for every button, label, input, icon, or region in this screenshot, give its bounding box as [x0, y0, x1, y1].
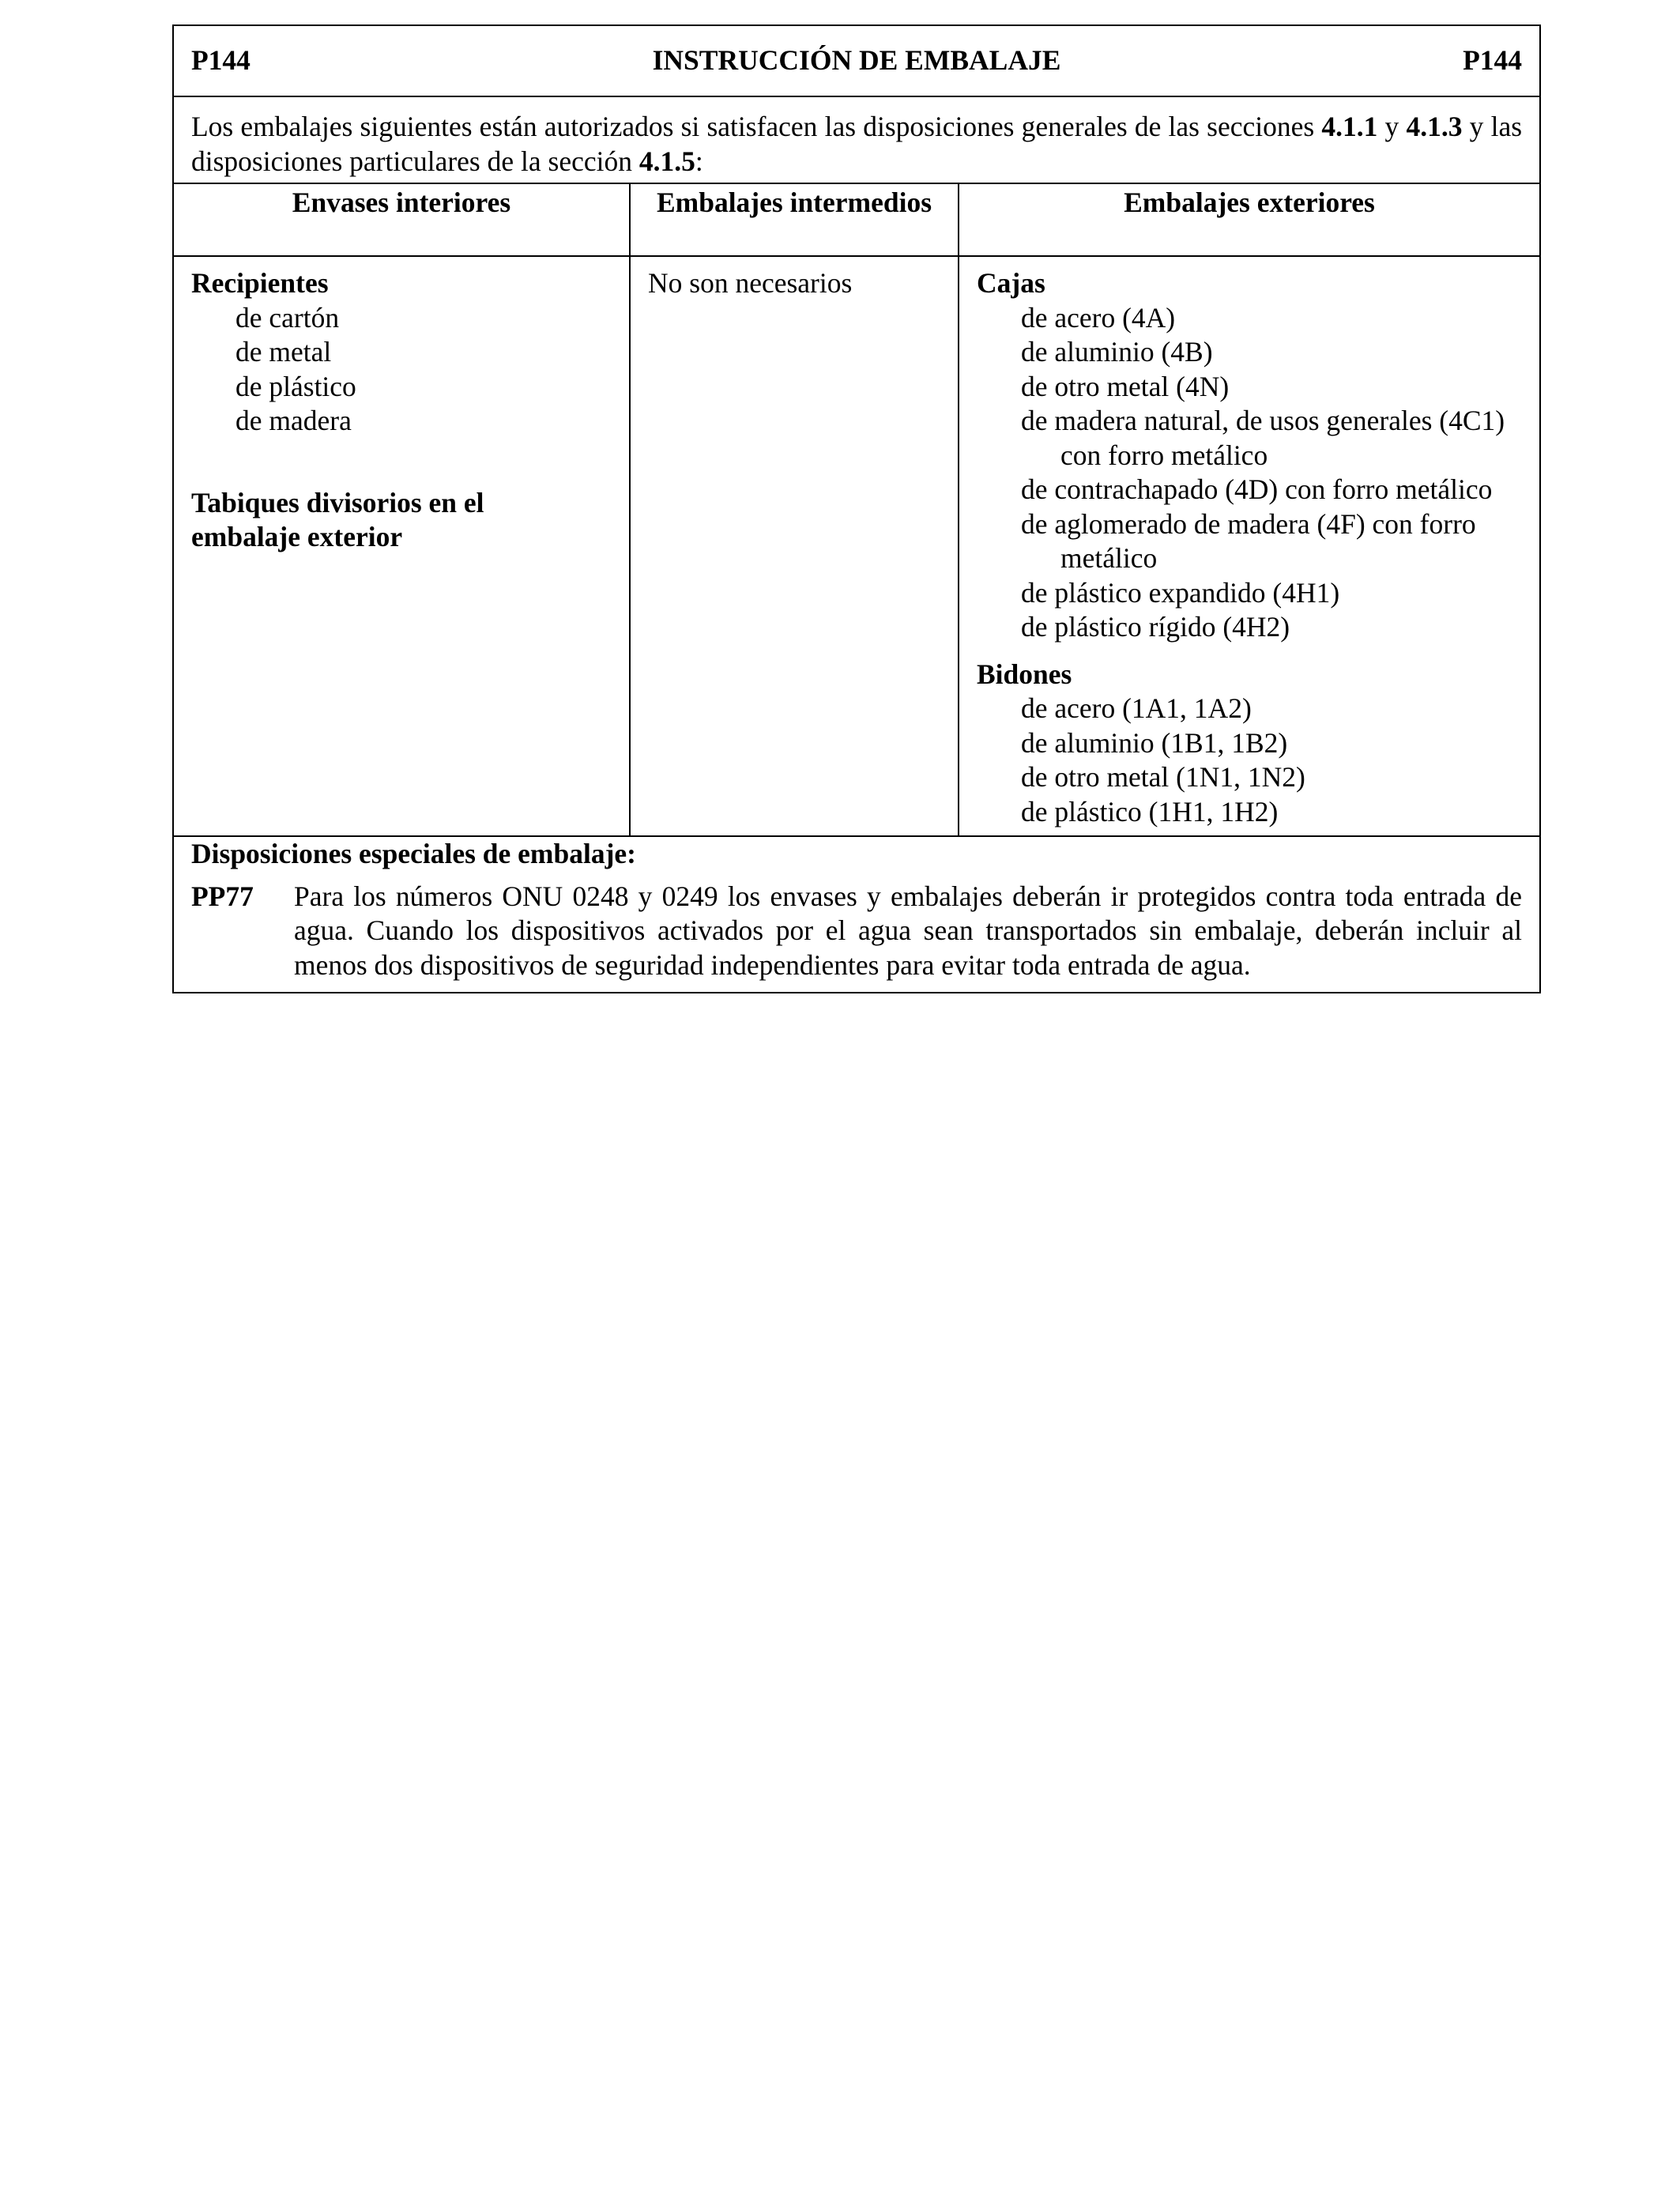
provision-text: Para los números ONU 0248 y 0249 los envases y embalajes deberán ir protegidos contra toda entrada de agua. Cuando los dispositivos activados por el agua sean transportados sin embalaje, deberán incluir al menos dos dispositivos de seguridad independientes para evitar toda entrada de agua. [294, 880, 1522, 981]
special-provisions-title: Disposiciones especiales de embalaje: [191, 838, 637, 869]
list-item: de otro metal (4N) [1021, 370, 1230, 402]
list-item-continuation: metálico [1060, 542, 1158, 574]
column-contents [174, 257, 1539, 837]
list-item: de acero (1A1, 1A2) [1021, 692, 1252, 724]
boxes-title: Cajas [977, 267, 1045, 299]
list-item: de acero (4A) [1021, 301, 1176, 334]
dividers-title-line1: Tabiques divisorios en el [191, 486, 484, 518]
column-header-intermediate: Embalajes intermedios [631, 184, 959, 255]
intermediate-text: No son necesarios [648, 267, 853, 299]
list-item: de aluminio (1B1, 1B2) [1021, 726, 1288, 759]
list-item: de madera [235, 405, 352, 436]
inner-group-title: Recipientes [191, 267, 329, 299]
intro-text: Los embalajes siguientes están autorizados si satisfacen las disposiciones generales de las secciones [191, 111, 1322, 142]
instruction-code-right: P144 [1463, 44, 1522, 76]
intro-text: y [1377, 111, 1407, 142]
list-item: de aglomerado de madera (4F) con forro [1021, 507, 1476, 540]
list-item: de aluminio (4B) [1021, 336, 1213, 368]
column-header-outer: Embalajes exteriores [1124, 187, 1375, 218]
provision-pp77 [191, 880, 1522, 983]
list-item: de plástico rígido (4H2) [1021, 611, 1290, 643]
list-item: de otro metal (1N1, 1N2) [1021, 761, 1305, 793]
drums-title: Bidones [977, 658, 1072, 690]
list-item: de madera natural, de usos generales (4C1) [1021, 405, 1505, 436]
inner-packagings-cell [174, 257, 631, 835]
column-headers [174, 184, 1539, 257]
list-item: de contrachapado (4D) con forro metálico [1021, 473, 1493, 505]
provision-code: PP77 [191, 880, 254, 912]
intro-text: : [695, 145, 703, 177]
section-ref: 4.1.1 [1321, 111, 1378, 142]
table-header [174, 26, 1539, 97]
intermediate-packagings-cell [631, 257, 959, 835]
list-item: de metal [235, 336, 332, 368]
list-item: de cartón [235, 301, 340, 334]
instruction-code-left: P144 [191, 44, 250, 76]
list-item: de plástico expandido (4H1) [1021, 576, 1340, 609]
section-ref: 4.1.5 [638, 145, 695, 177]
packing-instruction-table [172, 25, 1541, 993]
intro-paragraph [174, 97, 1539, 184]
column-header-inner: Envases interiores [174, 184, 631, 255]
list-item: de plástico (1H1, 1H2) [1021, 795, 1279, 827]
list-item-continuation: con forro metálico [1060, 439, 1268, 471]
dividers-title-line2: embalaje exterior [191, 521, 403, 552]
instruction-title: INSTRUCCIÓN DE EMBALAJE [652, 44, 1061, 76]
spacer [977, 645, 1539, 658]
special-provisions [174, 837, 1539, 992]
spacer [191, 439, 629, 486]
list-item: de plástico [235, 370, 356, 402]
section-ref: 4.1.3 [1406, 111, 1463, 142]
outer-packagings-cell [959, 257, 1539, 835]
intro-text: y las disposiciones particulares de la sección [191, 111, 1523, 177]
